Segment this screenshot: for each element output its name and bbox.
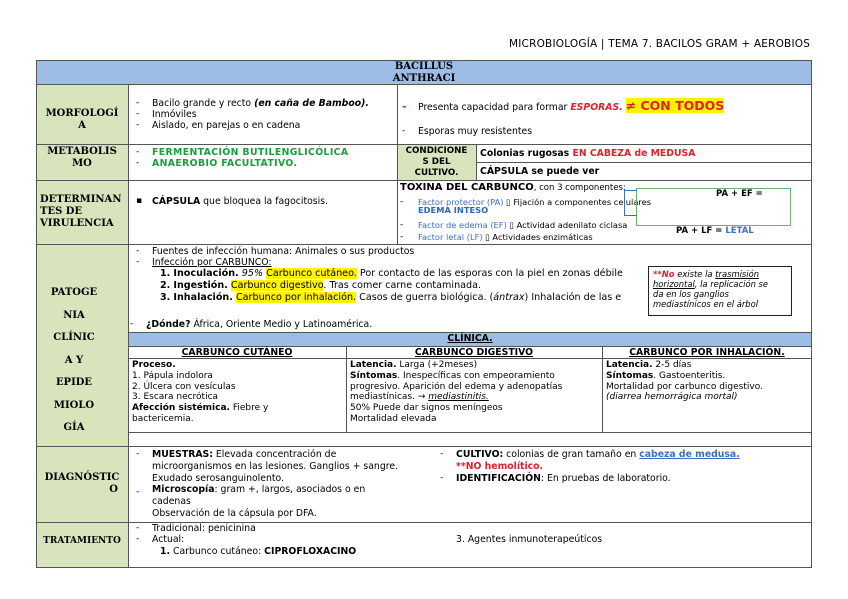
col-divider — [346, 346, 347, 432]
label-metabolismo: METABOLIS MO — [47, 146, 117, 169]
bullet-dash: - — [136, 449, 140, 459]
clinica-col-digestivo: Latencia. Larga (+2meses) Síntomas. Inespecíficas con empeoramiento progresivo. Aparición del edema y adenopatías mediastínicas. → mediastinitis. 50% Puede dar signos meníngeos Mortalidad elevada — [350, 360, 563, 424]
bullet-dash: - — [136, 534, 140, 544]
pato-donde: ¿Dónde? África, Oriente Medio y Latinoamérica. — [146, 319, 373, 330]
clinica-header-inhalacion: CARBUNCO POR INHALACIÓN. — [629, 347, 785, 358]
vir-lf: Factor letal (LF) ▯ Actividades enzimáticas — [418, 232, 593, 242]
vir-pa: Factor protector (PA) ▯ Fijación a componentes celulares — [418, 197, 652, 207]
header-topic: TEMA 7. BACILOS GRAM + AEROBIOS — [608, 38, 811, 50]
morf-line1: Bacilo grande y recto (en caña de Bamboo). — [152, 98, 369, 109]
vir-capsula: CÁPSULA que bloquea la fagocitosis. — [152, 196, 329, 207]
bullet-dash: - — [136, 158, 140, 168]
page-header — [509, 38, 810, 50]
trat-actual: Actual: — [152, 534, 185, 545]
trat-tradicional: Tradicional: penicinina — [152, 523, 256, 534]
row-divider — [36, 180, 812, 181]
cond-divider — [476, 162, 812, 163]
label-morfologia: MORFOLOGÍ A — [45, 108, 119, 131]
transmision-note: **No existe la trasmisión horizontal, la replicación se da en los ganglios mediastínicos en el árbol — [648, 266, 792, 316]
col-divider — [602, 346, 603, 432]
pato-inoculacion: 1. Inoculación. 95% Carbunco cutáneo. Por contacto de las esporas con la piel en zonas débile — [160, 268, 623, 279]
bullet-dash: - — [440, 473, 444, 483]
diag-cultivo: CULTIVO: colonias de gran tamaño en cabeza de medusa. — [456, 449, 740, 460]
doc-title: BACILLUS ANTHRACI — [392, 61, 456, 84]
col-divider — [128, 84, 129, 568]
bracket-connector — [624, 190, 637, 216]
bullet-dash: - — [130, 319, 134, 329]
bullet-dash: - — [136, 98, 140, 108]
clinica-col-inhalacion: Latencia. 2-5 días Síntomas. Gastoenteritis. Mortalidad por carbunco digestivo. (diarrea hemorrágica mortal) — [606, 360, 763, 403]
clinica-header-digestivo: CARBUNCO DIGESTIVO — [414, 347, 534, 358]
bullet-dash: - — [136, 147, 140, 157]
bullet-dash: - — [136, 120, 140, 130]
vir-ef: Factor de edema (EF) ▯ Actividad adenilato ciclasa — [418, 220, 628, 230]
cond-colonias: Colonias rugosas EN CABEZA de MEDUSA — [480, 148, 696, 159]
row-divider — [36, 244, 812, 245]
diag-muestras: MUESTRAS: Elevada concentración de microorganismos en las lesiones. Ganglios + sangre. Exudado serosanguinolento. Microscopía: gram +, largos, asociados o en cadenas Observación de la cápsula por DFA. — [152, 449, 399, 519]
bullet-dash: - — [136, 257, 140, 267]
condiciones-label: CONDICIONE S DEL CULTIVO. — [405, 146, 468, 178]
clinica-col-cutaneo: Proceso. 1. Pápula indolora 2. Úlcera con vesículas 3. Escara necrótica Afección sistémica. Fiebre y bactericemia. — [132, 360, 269, 424]
diag-identificacion: IDENTIFICACIÓN: En pruebas de laboratorio. — [456, 473, 671, 484]
header-subject: MICROBIOLOGÍA — [509, 38, 598, 50]
clinica-divider — [128, 358, 812, 359]
bullet-dash: - — [440, 449, 444, 459]
header-sep: | — [597, 38, 609, 50]
pa-lf-label: PA + LF = LETAL — [676, 226, 754, 236]
pa-ef-label: PA + EF = — [716, 189, 763, 199]
label-tratamiento: TRATAMIENTO — [43, 536, 121, 546]
bullet-dash: - — [136, 523, 140, 533]
pato-inhalacion: 3. Inhalación. Carbunco por inhalación. Casos de guerra biológica. (ántrax) Inhalación de las e — [160, 292, 622, 303]
bullet-dot: ▪ — [136, 196, 143, 206]
pato-infeccion: Infección por CARBUNCO: — [152, 257, 272, 268]
trat-ciprofloxacino: 1. Carbunco cutáneo: CIPROFLOXACINO — [160, 546, 357, 557]
bullet-dash: - — [136, 246, 140, 256]
label-diagnostico: DIAGNÓSTIC O — [44, 472, 120, 495]
row-divider — [36, 144, 812, 145]
morf-line3: Aislado, en parejas o en cadena — [152, 120, 301, 131]
bullet-dash: - — [400, 197, 404, 207]
vir-toxina: TOXINA DEL CARBUNCO, con 3 componentes: — [400, 182, 626, 193]
bullet-dash: - — [402, 126, 406, 136]
row-divider — [36, 446, 812, 447]
pa-ef-box — [636, 188, 791, 226]
vir-edema-inteso: EDEMA INTESO — [418, 205, 489, 215]
clinica-header-cutaneo: CARBUNCO CUTÁNEO — [181, 347, 293, 358]
morf-resistentes: Esporas muy resistentes — [418, 126, 533, 137]
clinica-title: CLÍNICA. — [447, 333, 493, 344]
pato-fuentes: Fuentes de infección humana: Animales o sus productos — [152, 246, 415, 257]
clinica-bottom — [128, 432, 812, 433]
trat-inmunoterapeuticos: 3. Agentes inmunoterapeúticos — [456, 534, 603, 545]
bullet-dash: - — [402, 100, 407, 113]
diag-no-hemolitico: **NO hemolítico. — [456, 461, 544, 472]
bullet-dash: - — [400, 232, 404, 242]
morf-esporas: Presenta capacidad para formar ESPORAS. ≠ CON TODOS — [418, 98, 725, 113]
bullet-dash: - — [136, 487, 140, 497]
bullet-dash: - — [136, 109, 140, 119]
morf-line2: Inmóviles — [152, 109, 197, 120]
cond-capsula: CÁPSULA se puede ver — [480, 166, 600, 177]
metab-anaerobio: ANAEROBIO FACULTATIVO. — [152, 158, 298, 169]
label-virulencia: DETERMINAN TES DE VIRULENCIA — [40, 194, 122, 229]
label-patogenia: PATOGE NIA CLÍNIC A Y EPIDE MIOLO GÍA — [50, 287, 98, 433]
metab-fermentacion: FERMENTACIÓN BUTILENGLICÓLICA — [152, 147, 349, 158]
bullet-dash: - — [400, 220, 404, 230]
pato-ingestion: 2. Ingestión. Carbunco digestivo. Tras comer carne contaminada. — [160, 280, 482, 291]
